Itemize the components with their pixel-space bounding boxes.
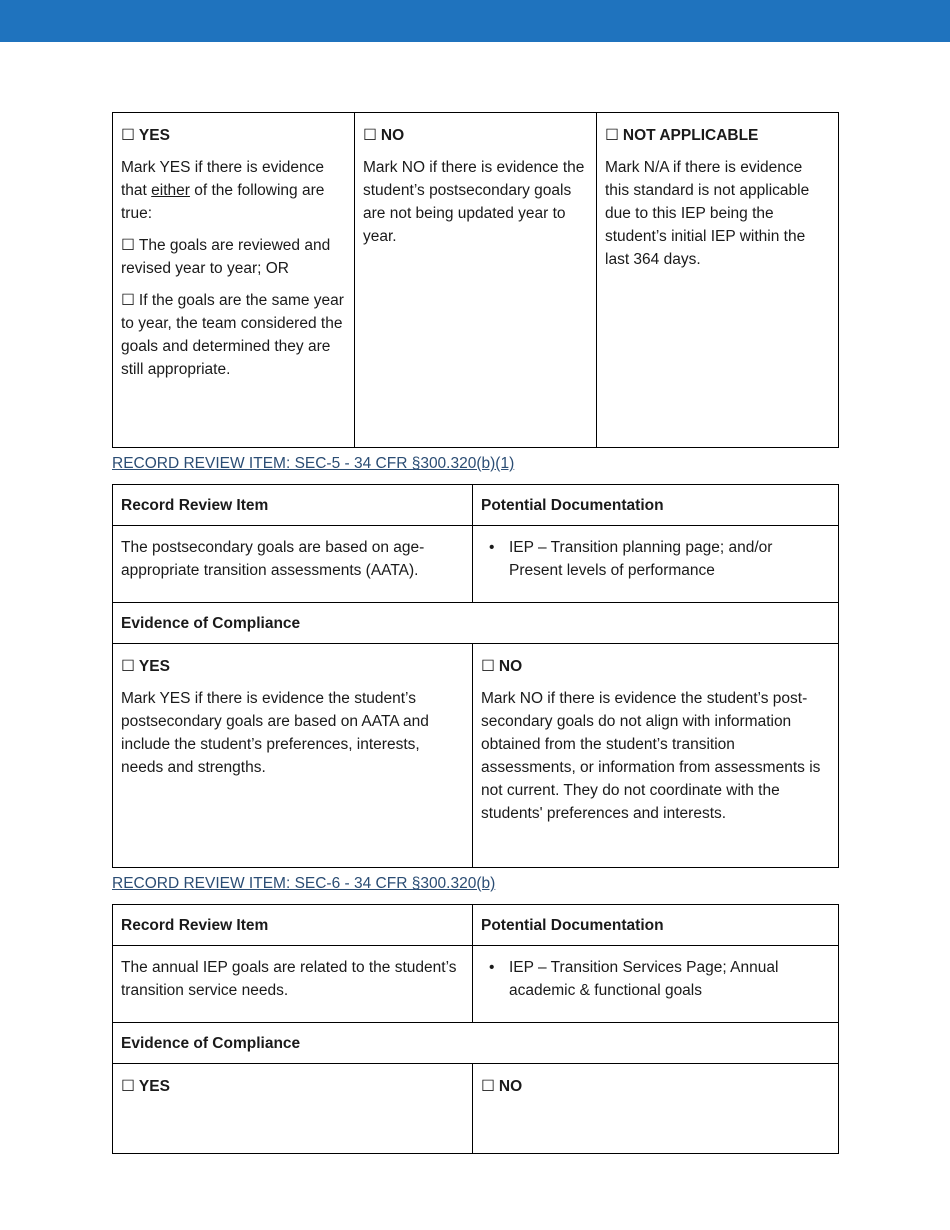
yes-cell bbox=[113, 113, 355, 448]
no-description: Mark NO if there is evidence the student’s postsecondary goals are not being updated year to year. bbox=[363, 159, 585, 245]
sec5-table bbox=[112, 484, 839, 868]
no-option[interactable]: ☐ NO bbox=[363, 127, 405, 144]
checkbox-icon[interactable]: ☐ bbox=[121, 127, 135, 144]
sec6-link[interactable]: RECORD REVIEW ITEM: SEC-6 - 34 CFR §300.320(b) bbox=[112, 875, 496, 892]
checkbox-icon[interactable]: ☐ bbox=[121, 1078, 135, 1095]
sec6-yes-option[interactable]: ☐ YES bbox=[121, 1078, 170, 1095]
sec6-yes-cell bbox=[113, 1064, 473, 1154]
sec5-link[interactable]: RECORD REVIEW ITEM: SEC-5 - 34 CFR §300.320(b)(1) bbox=[112, 455, 515, 472]
sec6-no-option[interactable]: ☐ NO bbox=[481, 1078, 523, 1095]
sec6-doc-item: • IEP – Transition Services Page; Annual academic & functional goals bbox=[481, 956, 830, 1002]
sec6-col-item-header: Record Review Item bbox=[113, 905, 473, 946]
sec5-evidence-heading: Evidence of Compliance bbox=[113, 603, 839, 644]
sec6-item-text: The annual IEP goals are related to the student’s transition service needs. bbox=[113, 946, 473, 1023]
sec6-table bbox=[112, 904, 839, 1154]
checkbox-icon[interactable]: ☐ bbox=[481, 658, 495, 675]
sec5-col-doc-header: Potential Documentation bbox=[473, 485, 839, 526]
checkbox-icon[interactable]: ☐ bbox=[121, 658, 135, 675]
checkbox-icon[interactable]: ☐ bbox=[121, 292, 135, 309]
checkbox-icon[interactable]: ☐ bbox=[605, 127, 619, 144]
na-description: Mark N/A if there is evidence this standard is not applicable due to this IEP being the student’s initial IEP within the last 364 days. bbox=[605, 159, 810, 268]
na-cell bbox=[597, 113, 839, 448]
sec5-col-item-header: Record Review Item bbox=[113, 485, 473, 526]
sec5-doc-item: • IEP – Transition planning page; and/or Present levels of performance bbox=[481, 536, 830, 582]
sec5-doc-cell bbox=[473, 526, 839, 603]
sec6-evidence-heading: Evidence of Compliance bbox=[113, 1023, 839, 1064]
checkbox-icon[interactable]: ☐ bbox=[363, 127, 377, 144]
goals-revised-option[interactable]: ☐ The goals are reviewed and revised year to year; OR bbox=[121, 237, 331, 277]
na-option[interactable]: ☐ NOT APPLICABLE bbox=[605, 127, 759, 144]
checkbox-icon[interactable]: ☐ bbox=[121, 237, 135, 254]
sec5-yes-description: Mark YES if there is evidence the student’s postsecondary goals are based on AATA and include the student’s preferences, interests, needs and strengths. bbox=[121, 690, 429, 776]
sec5-no-description: Mark NO if there is evidence the student’s post-secondary goals do not align with information obtained from the student’s transition assessments, or information from assessments is not current. They do not coordinate with the students' preferences and interests. bbox=[481, 690, 821, 822]
sec5-no-option[interactable]: ☐ NO bbox=[481, 658, 523, 675]
sec5-yes-option[interactable]: ☐ YES bbox=[121, 658, 170, 675]
top-compliance-table bbox=[112, 112, 839, 448]
header-bar bbox=[0, 0, 950, 42]
document-body bbox=[112, 112, 838, 1154]
sec5-yes-cell bbox=[113, 644, 473, 868]
yes-description: Mark YES if there is evidence that either of the following are true: bbox=[121, 159, 325, 222]
checkbox-icon[interactable]: ☐ bbox=[481, 1078, 495, 1095]
sec5-no-cell bbox=[473, 644, 839, 868]
sec6-col-doc-header: Potential Documentation bbox=[473, 905, 839, 946]
sec6-no-cell bbox=[473, 1064, 839, 1154]
yes-option[interactable]: ☐ YES bbox=[121, 127, 170, 144]
goals-same-option[interactable]: ☐ If the goals are the same year to year, the team considered the goals and determined they are still appropriate. bbox=[121, 292, 344, 378]
no-cell bbox=[355, 113, 597, 448]
sec5-item-text: The postsecondary goals are based on age-appropriate transition assessments (AATA). bbox=[113, 526, 473, 603]
sec6-doc-cell bbox=[473, 946, 839, 1023]
